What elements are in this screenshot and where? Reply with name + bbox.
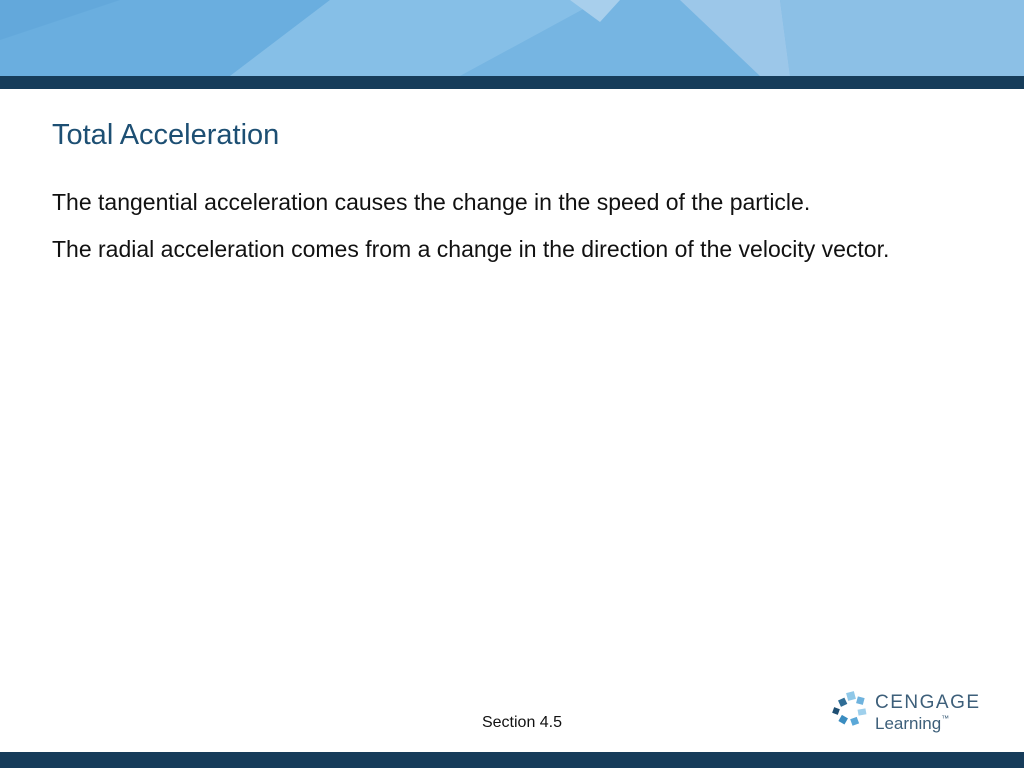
cengage-logo-icon bbox=[831, 690, 869, 728]
slide-title: Total Acceleration bbox=[52, 119, 280, 151]
logo-trademark: ™ bbox=[941, 714, 950, 723]
logo-cengage-text: CENGAGE bbox=[875, 692, 981, 713]
body-paragraph-tangential: The tangential acceleration causes the change in the speed of the particle. bbox=[52, 189, 811, 215]
header-rule bbox=[0, 76, 1024, 89]
header-banner bbox=[0, 0, 1024, 76]
header-banner-graphic bbox=[0, 0, 1024, 76]
body-paragraph-radial: The radial acceleration comes from a change in the direction of the velocity vector. bbox=[52, 236, 890, 262]
footer-rule bbox=[0, 752, 1024, 768]
logo-learning-text bbox=[875, 714, 949, 734]
logo-learning-word: Learning bbox=[875, 714, 942, 733]
slide-body bbox=[52, 186, 952, 280]
cengage-learning-logo bbox=[831, 688, 981, 738]
footer-section-label: Section 4.5 bbox=[481, 714, 563, 731]
